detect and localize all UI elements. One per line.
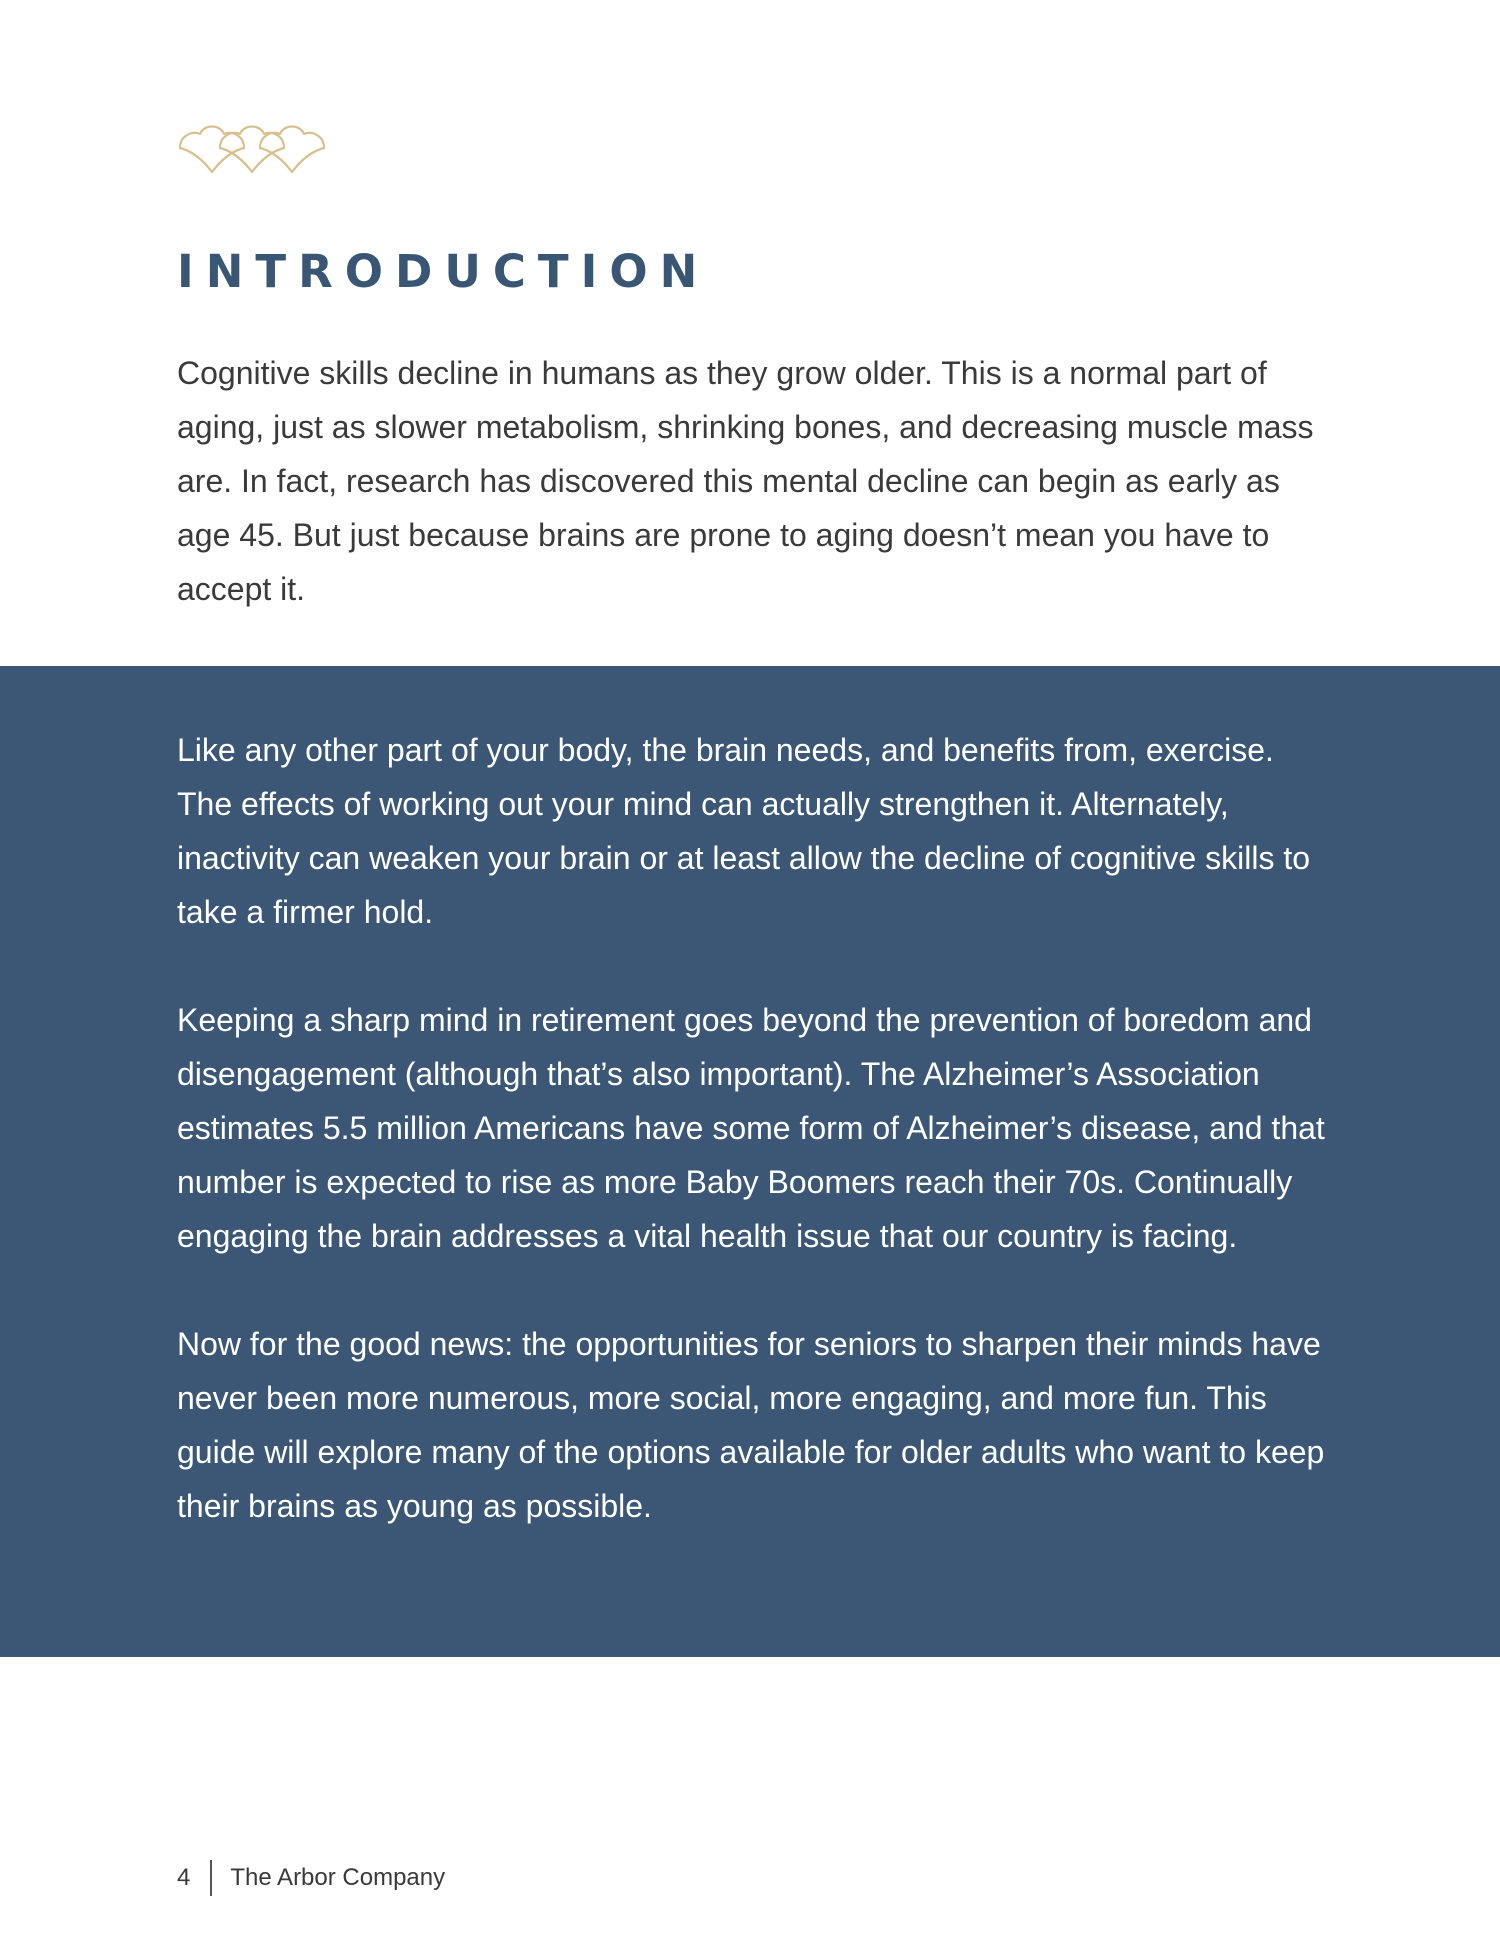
page-title: INTRODUCTION (177, 245, 710, 298)
band-paragraph: Keeping a sharp mind in retirement goes beyond the prevention of boredom and disengagement (although that’s also important). The Alzheimer’s Association estimates 5.5 million Americans have some form of Alzheimer’s disease, and that number is expected to rise as more Baby Boomers reach their 70s. Continually engaging the brain addresses a vital health issue that our country is facing. (177, 1002, 1325, 1254)
footer-divider (210, 1860, 212, 1896)
band-paragraph: Now for the good news: the opportunities for seniors to sharpen their minds have never been more numerous, more social, more engaging, and more fun. This guide will explore many of the options available for older adults who want to keep their brains as young as possible. (177, 1326, 1325, 1524)
page-footer (177, 1858, 445, 1898)
band-paragraph: Like any other part of your body, the brain needs, and benefits from, exercise. The effects of working out your mind can actually strengthen it. Alternately, inactivity can weaken your brain or at least allow the decline of cognitive skills to take a firmer hold. (177, 732, 1311, 930)
intro-paragraph: Cognitive skills decline in humans as they grow older. This is a normal part of aging, just as slower metabolism, shrinking bones, and decreasing muscle mass are. In fact, research has discovered this mental decline can begin as early as age 45. But just because brains are prone to aging doesn’t mean you have to accept it. (177, 355, 1314, 607)
company-name: The Arbor Company (230, 1864, 446, 1891)
page-number: 4 (177, 1864, 191, 1891)
arbor-ornament-icon (176, 120, 332, 176)
band-text-block (177, 723, 1337, 1587)
